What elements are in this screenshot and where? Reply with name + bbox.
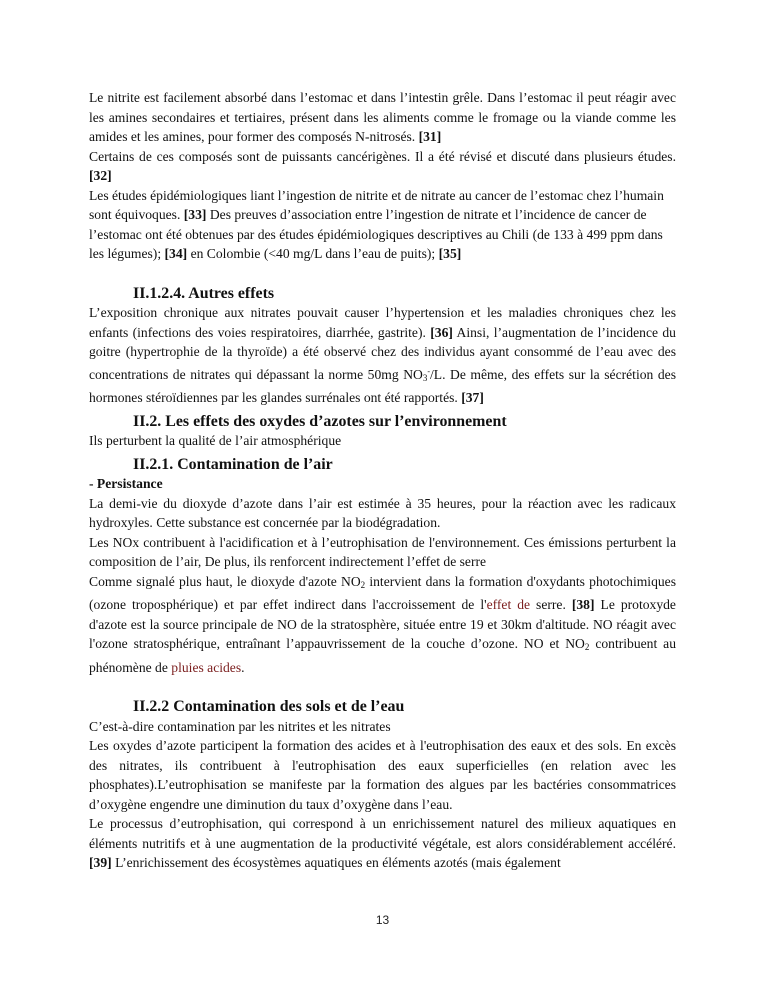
citation-37: [37] xyxy=(461,390,484,405)
heading-contamination-sols-eau: II.2.2 Contamination des sols et de l’eau xyxy=(133,698,405,715)
citation-32: [32] xyxy=(89,168,112,183)
citation-36: [36] xyxy=(430,324,453,340)
heading-autres-effets: II.1.2.4. Autres effets xyxy=(133,284,275,302)
paragraph-cancerigenes: Certains de ces composés sont de puissants cancérigènes. Il a été révisé et discuté dans plusieurs études. [32] xyxy=(89,148,676,183)
superscript-minus: - xyxy=(427,366,431,376)
paragraph-nox-acidification: Les NOx contribuent à l'acidification et à l’eutrophisation de l'environnement. Ces émissions perturbent la composition de l’air, De plus, ils renforcent indirectement l’effet de serre xyxy=(89,534,676,569)
link-effet-de-serre[interactable]: effet de xyxy=(486,597,531,612)
citation-34: [34] xyxy=(164,246,188,261)
document-page xyxy=(89,88,676,873)
citation-39: [39] xyxy=(89,855,112,870)
paragraph-dioxyde-azote: Comme signalé plus haut, le dioxyde d'azote $NO_2$ intervient dans la formation d'oxydants photochimiques (ozone troposphérique) et par effet indirect dans l'accroissement de l'effet de serre. [38] Le protoxyde d'azote est la source principale de NO de la stratosphère, située entre 19 et 30km d'altitude. NO réagit avec l'ozone stratosphérique, entraînant l’appauvrissement de la couche d’ozone. NO et $NO_2$ contribuent au phénomène de pluies acides. xyxy=(89,573,677,675)
link-pluies-acides[interactable]: pluies acides xyxy=(171,659,242,675)
subscript-2b: 2 xyxy=(584,642,590,652)
citation-38: [38] xyxy=(571,597,595,612)
subscript-3: 3 xyxy=(422,372,428,383)
paragraph-epidemiologie: Les études épidémiologiques liant l’ingestion de nitrite et de nitrate au cancer de l’estomac chez l’humain sont équivoques. [33] Des preuves d’association entre l’ingestion de nitrate et l’incidence de cancer de l’estomac ont été obtenues par des études épidémiologiques descriptives au Chili (de 133 à 499 ppm dans les légumes); [34] en Colombie (<40 mg/L dans l’eau de puits); [35] xyxy=(89,187,664,261)
subscript-2: 2 xyxy=(360,579,366,590)
citation-31: [31] xyxy=(418,129,442,144)
paragraph-oxydes-eutrophisation: Les oxydes d’azote participent la formation des acides et à l'eutrophisation des eaux et des sols. En excès des nitrates, ils contribuent à l'eutrophisation des eaux superficielles (en relation avec les phosphates).L’eutrophisation se manifeste par la formation des algues par les bactéries consommatrices d’oxygène engendre une diminution du taux d’oxygène dans l’eau. xyxy=(89,738,676,812)
paragraph-autres-effets: L’exposition chronique aux nitrates pouvait causer l’hypertension et les maladies chroniques chez les enfants (infections des voies respiratoires, diarrhée, gastrite). [36] Ainsi, l’augmentation de l’incidence du goitre (hypertrophie de la thyroïde) a été observé chez des individus ayant consommé de l’eau avec des concentrations de nitrates qui dépassant la norme 50mg $NO_3^-/L$. De même, des effets sur la sécrétion des hormones stéroïdiennes par les glandes surrénales ont été rapportés. [37] xyxy=(89,305,676,405)
page-number: 13 xyxy=(375,913,390,927)
heading-contamination-air: II.2.1. Contamination de l’air xyxy=(133,455,333,473)
paragraph-demi-vie: La demi-vie du dioxyde d’azote dans l’air est estimée à 35 heures, pour la réaction avec les radicaux hydroxyles. Cette substance est concernée par la biodégradation. xyxy=(89,495,676,530)
paragraph-qualite-air: Ils perturbent la qualité de l’air atmosphérique xyxy=(89,433,342,448)
citation-35: [35] xyxy=(438,246,462,261)
paragraph-nitrites-nitrates: C’est-à-dire contamination par les nitrites et les nitrates xyxy=(89,718,391,734)
paragraph-processus-eutrophisation: Le processus d’eutrophisation, qui correspond à un enrichissement naturel des milieux aquatiques en éléments nutritifs et à une augmentation de la productivité végétale, est alors considérablement accéléré. [39] L’enrichissement des écosystèmes aquatiques en éléments azotés (mais également xyxy=(89,816,676,870)
paragraph-nitrite-absorption: Le nitrite est facilement absorbé dans l’estomac et dans l’intestin grêle. Dans l’estomac il peut réagir avec les amines secondaires et tertiaires, présent dans les aliments comme le fromage ou la viande comme les amides et les amines, pour former des composés N-nitrosés. [31] xyxy=(89,90,676,144)
citation-33: [33] xyxy=(183,207,207,222)
subheading-persistance: - Persistance xyxy=(89,476,163,491)
heading-effets-oxydes-azote: II.2. Les effets des oxydes d’azotes sur l’environnement xyxy=(133,412,507,430)
